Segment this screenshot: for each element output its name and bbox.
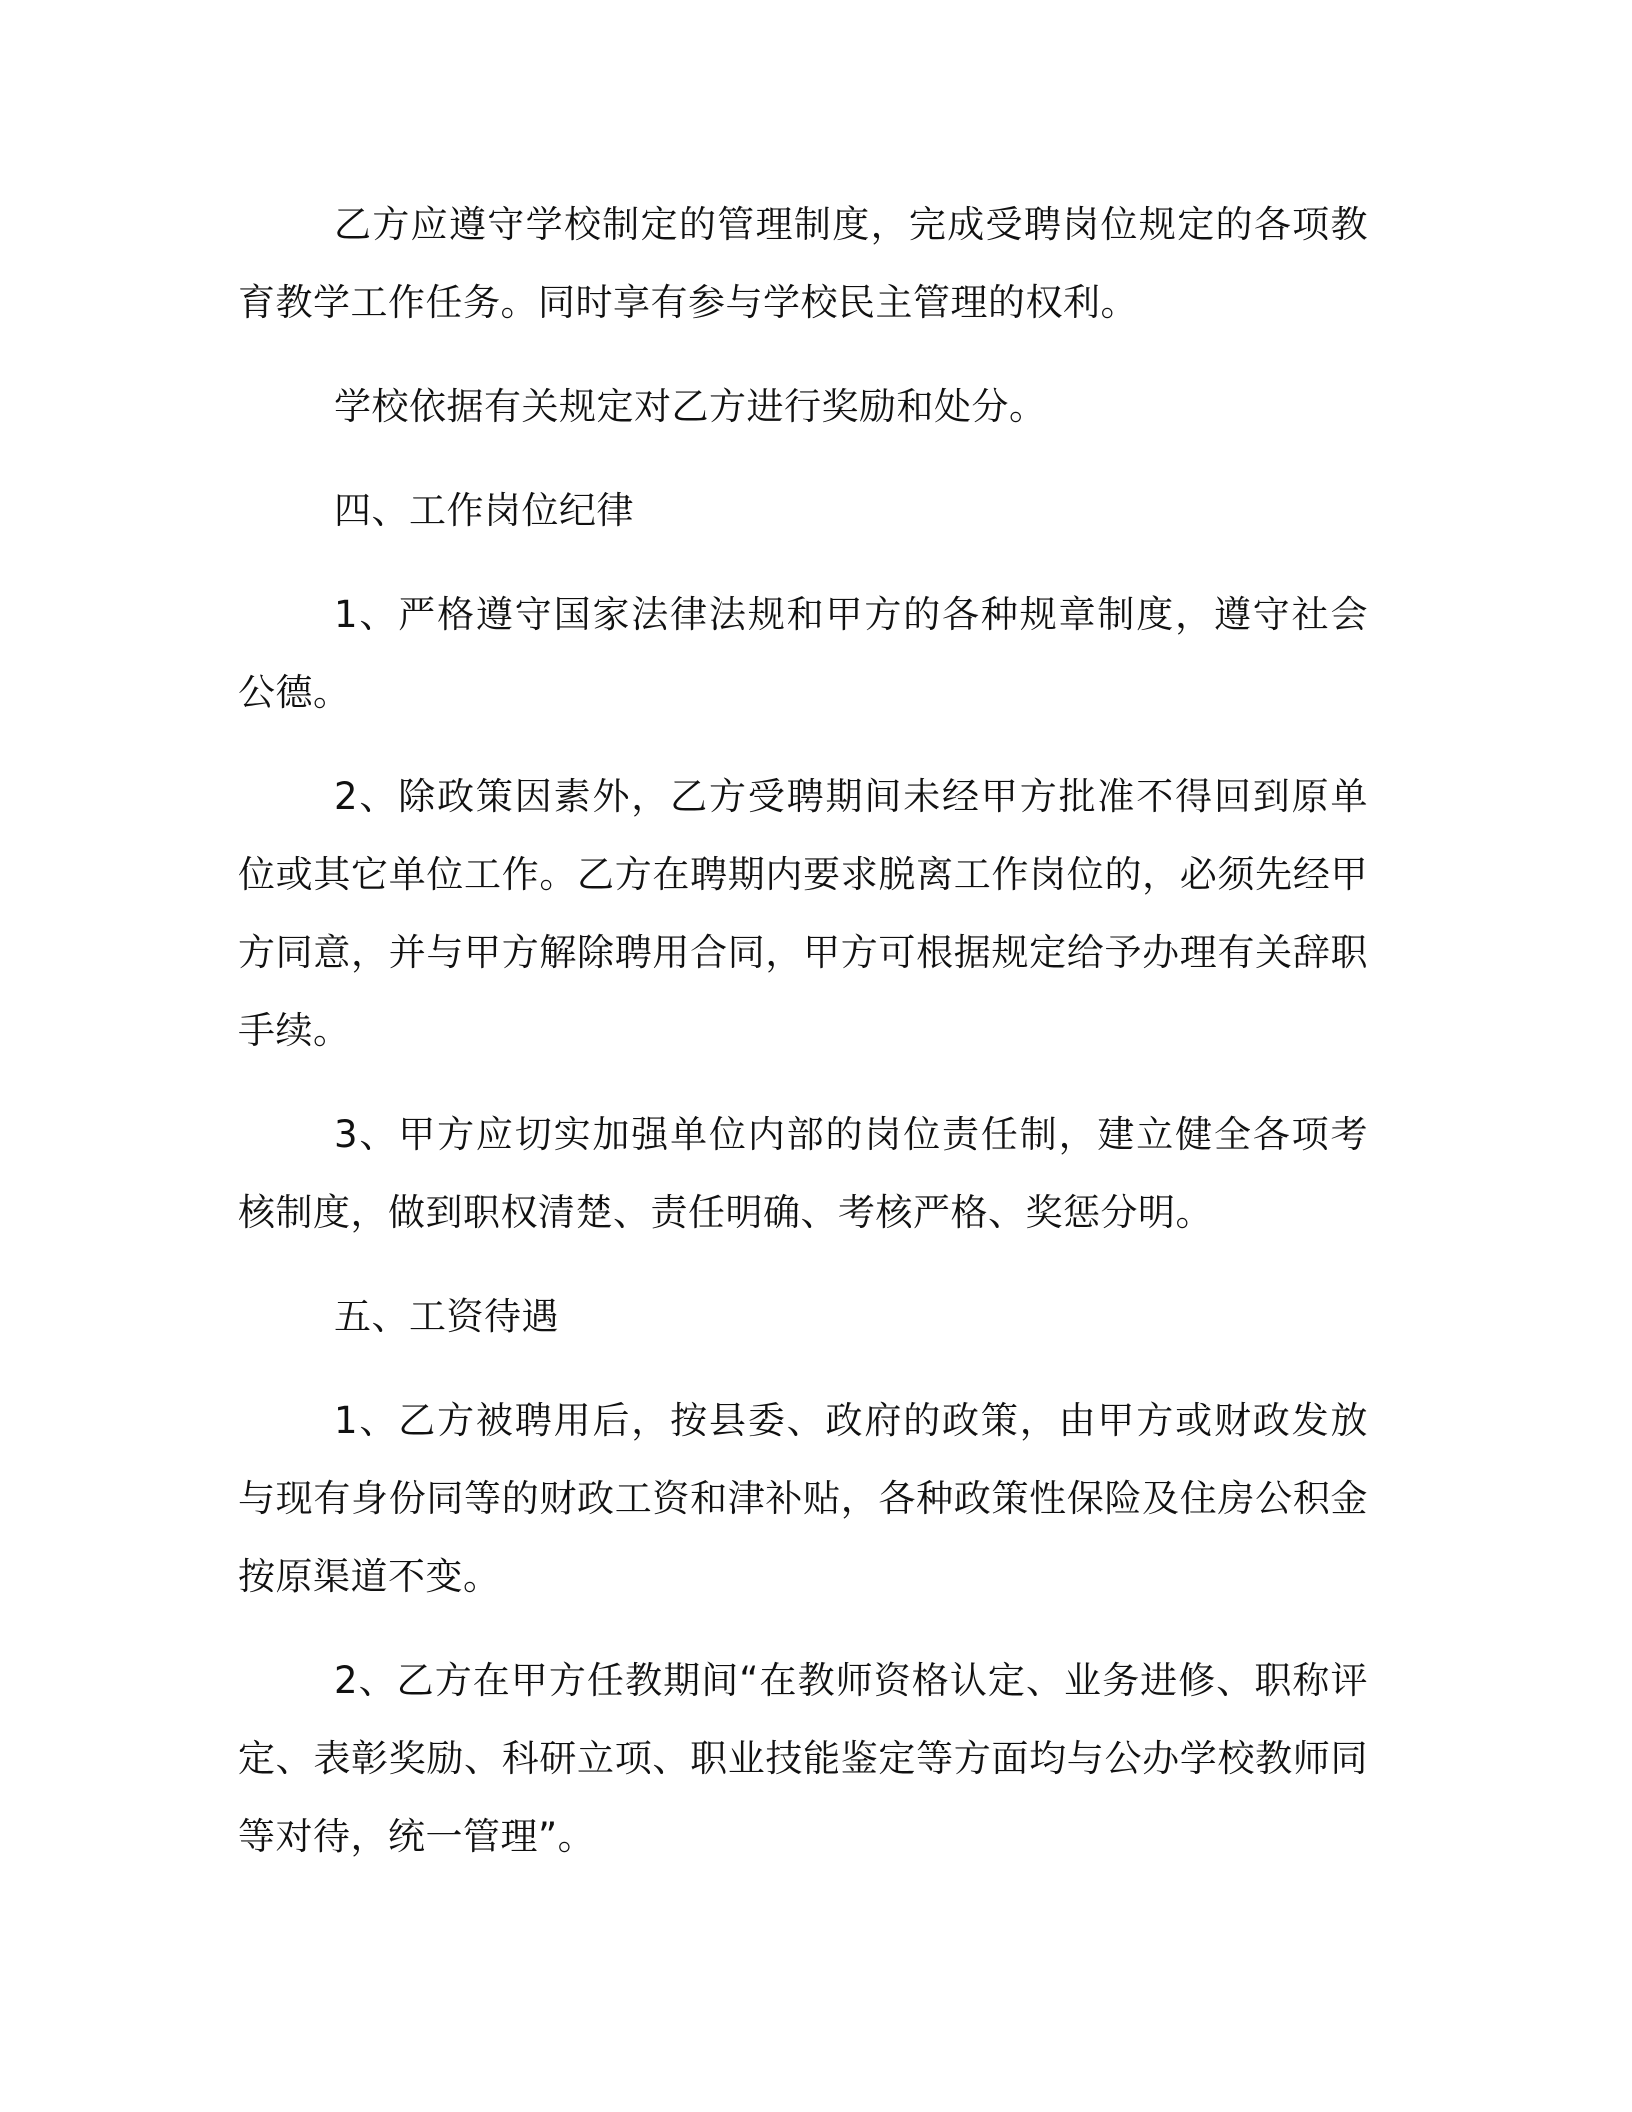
- paragraph-discipline-3: 3、甲方应切实加强单位内部的岗位责任制，建立健全各项考核制度，做到职权清楚、责任明确、考核严格、奖惩分明。: [238, 1113, 1368, 1234]
- paragraph-salary-2: 2、乙方在甲方任教期间“在教师资格认定、业务进修、职称评定、表彰奖励、科研立项、职业技能鉴定等方面均与公办学校教师同等对待，统一管理”。: [238, 1659, 1368, 1858]
- paragraph-duties: 乙方应遵守学校制定的管理制度，完成受聘岗位规定的各项教育教学工作任务。同时享有参与学校民主管理的权利。: [238, 203, 1368, 324]
- paragraph-salary-1: 1、乙方被聘用后，按县委、政府的政策，由甲方或财政发放与现有身份同等的财政工资和津补贴，各种政策性保险及住房公积金按原渠道不变。: [238, 1399, 1368, 1598]
- document-body: [238, 186, 1368, 1902]
- paragraph-discipline-1: 1、严格遵守国家法律法规和甲方的各种规章制度，遵守社会公德。: [238, 593, 1368, 714]
- section-heading-discipline: 四、工作岗位纪律: [334, 489, 634, 532]
- paragraph-discipline-2: 2、除政策因素外，乙方受聘期间未经甲方批准不得回到原单位或其它单位工作。乙方在聘期内要求脱离工作岗位的，必须先经甲方同意，并与甲方解除聘用合同，甲方可根据规定给予办理有关辞职手续。: [238, 775, 1368, 1052]
- section-heading-salary: 五、工资待遇: [334, 1295, 559, 1338]
- paragraph-rewards: 学校依据有关规定对乙方进行奖励和处分。: [334, 385, 1047, 428]
